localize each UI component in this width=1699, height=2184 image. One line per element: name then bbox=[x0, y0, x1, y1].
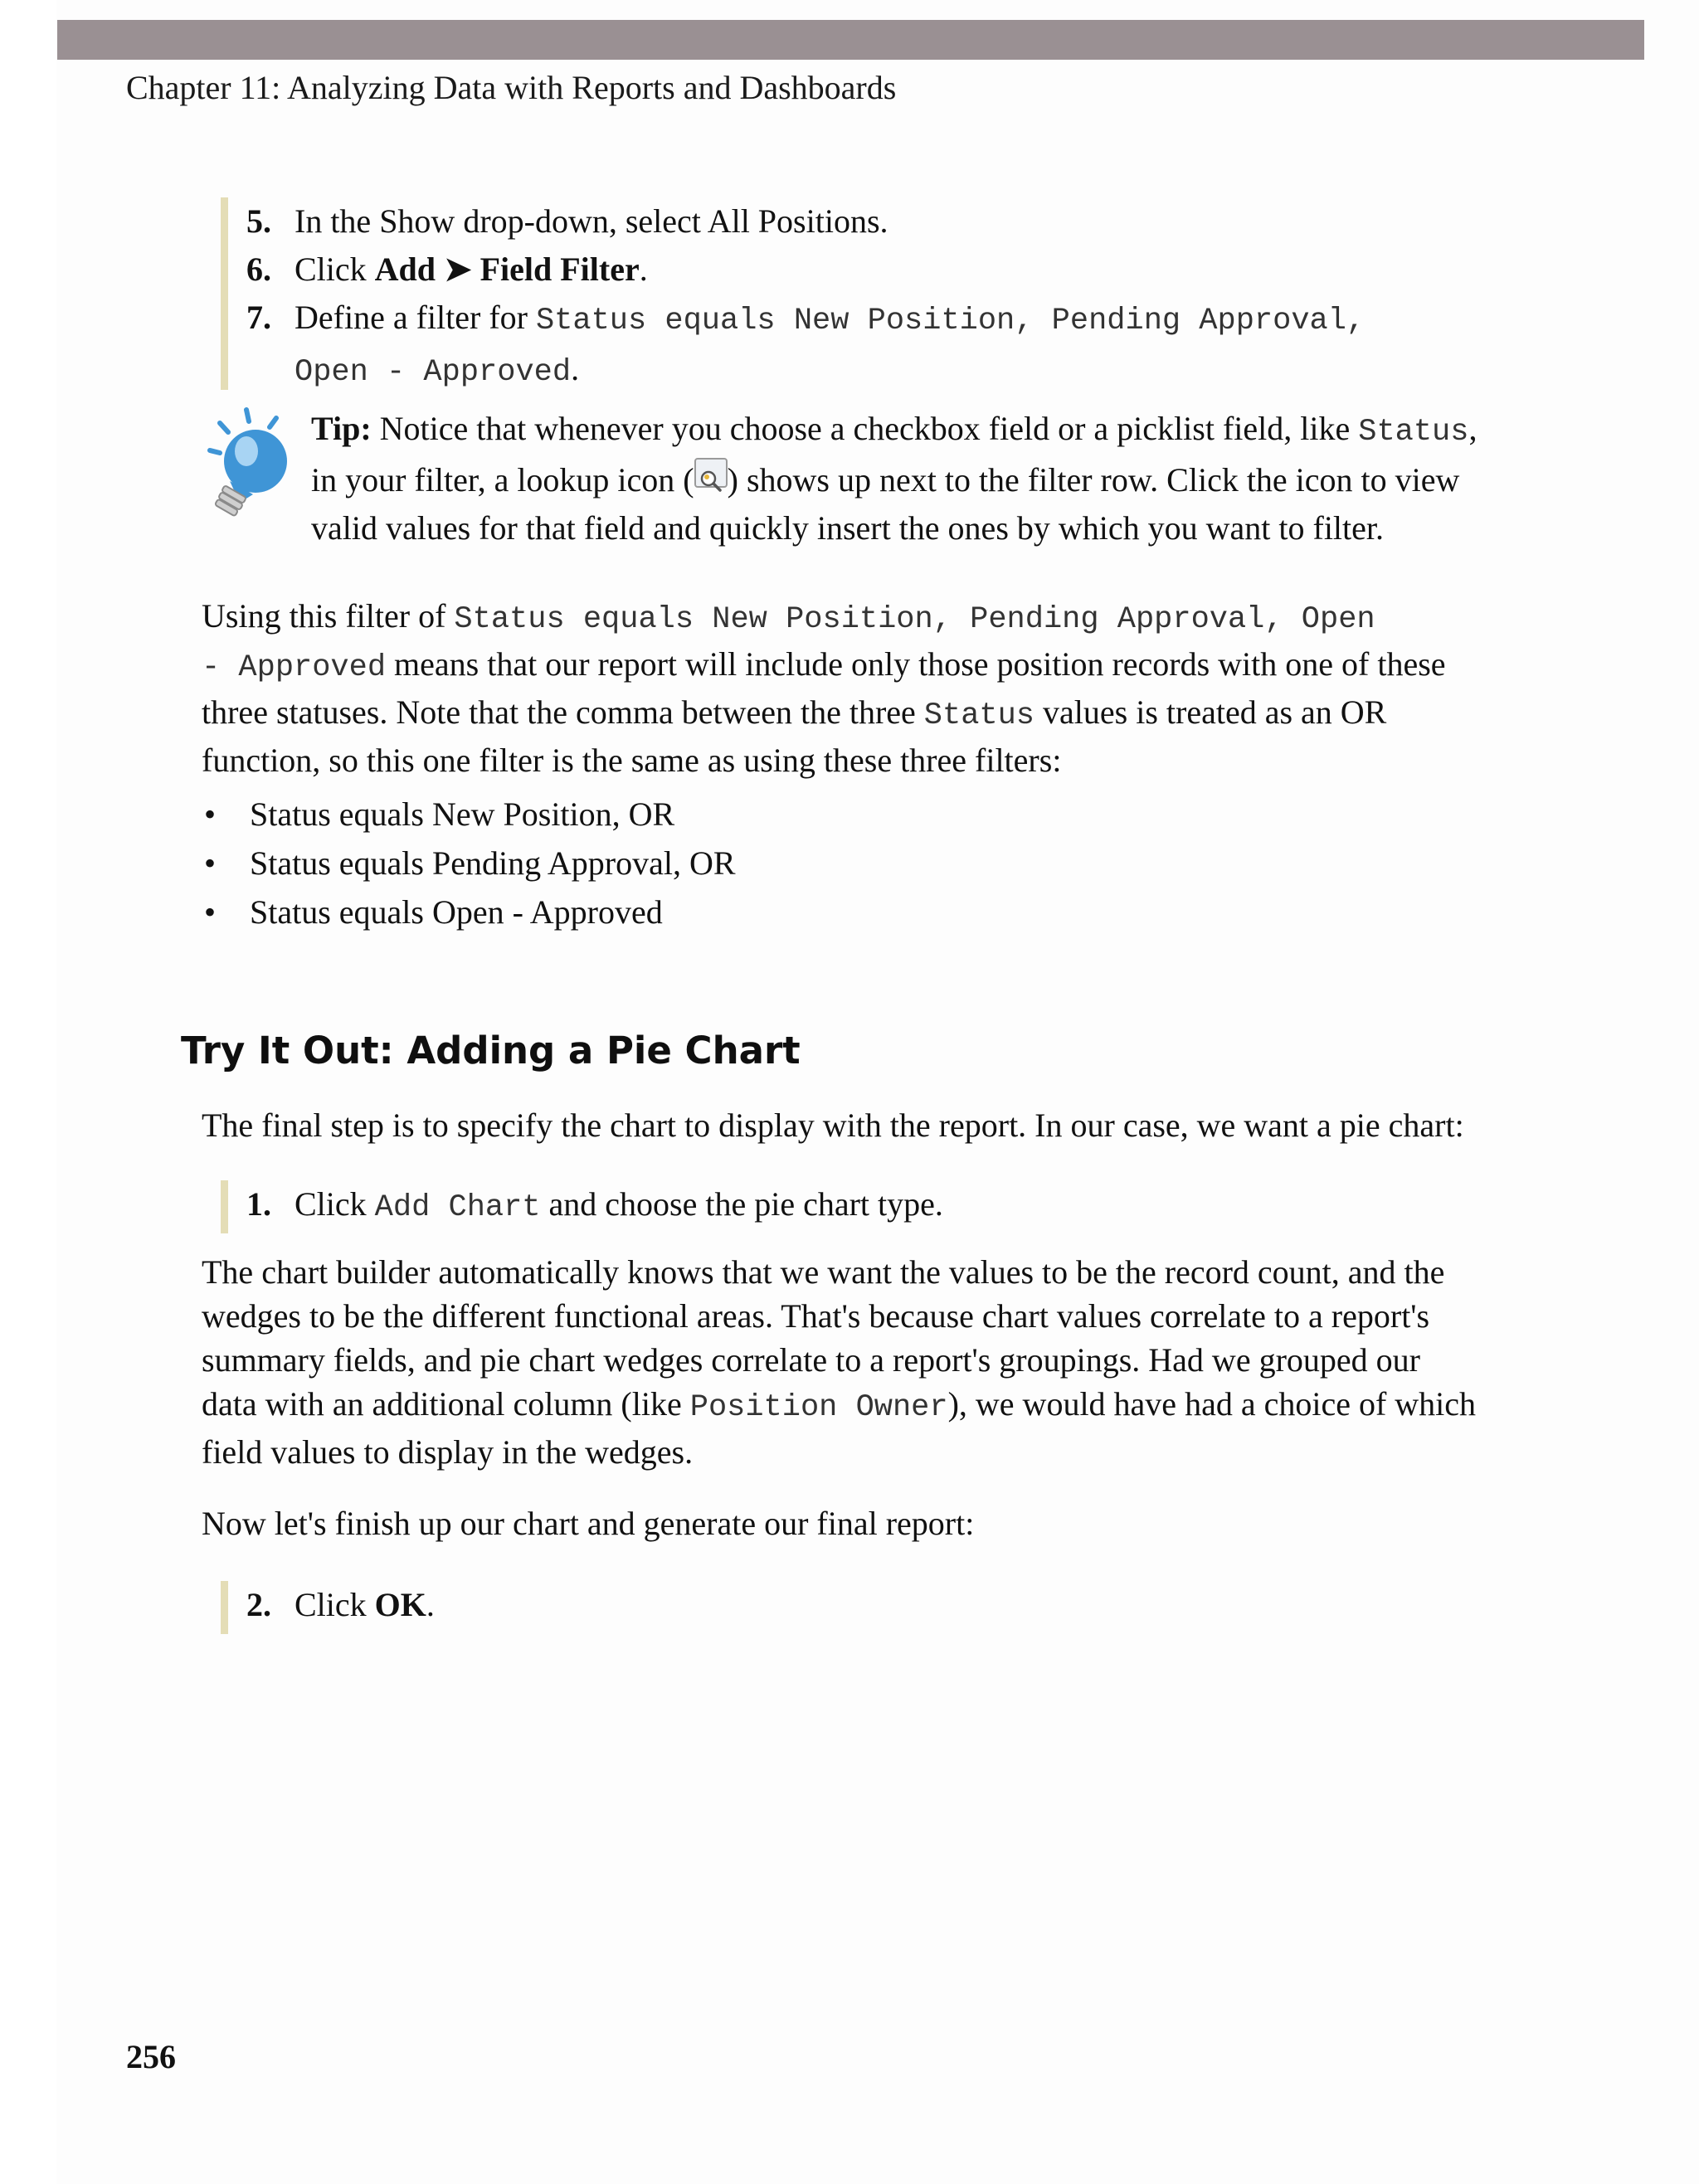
para-line: wedges to be the different functional areas. That's because chart values correlate to a report's bbox=[202, 1297, 1430, 1335]
bullet-icon: • bbox=[203, 893, 216, 931]
filter-bullet-list bbox=[202, 790, 1612, 936]
tip-text-4: ) shows up next to the filter row. Click the icon to view bbox=[727, 461, 1460, 499]
step-text-suffix: . bbox=[571, 350, 580, 387]
step-7 bbox=[228, 294, 1365, 396]
steps-list bbox=[221, 1581, 435, 1634]
step-number: 2. bbox=[246, 1586, 271, 1623]
tip-text-3: in your filter, a lookup icon ( bbox=[311, 461, 694, 499]
step-text: Define a filter for bbox=[295, 299, 536, 336]
step-text: Click bbox=[295, 1185, 375, 1223]
position-owner-code: Position Owner bbox=[689, 1390, 948, 1425]
list-item bbox=[202, 790, 1612, 839]
para-text: function, so this one filter is the same as using these three filters: bbox=[202, 742, 1062, 779]
step-text-suffix: . bbox=[426, 1586, 435, 1623]
list-item-text: Status equals Open - Approved bbox=[250, 893, 663, 931]
step-5 bbox=[228, 197, 1365, 246]
add-chart-code: Add Chart bbox=[374, 1190, 541, 1225]
step-text: In the Show drop-down, select All Positions. bbox=[295, 202, 888, 240]
filter-code-continued: - Approved bbox=[202, 650, 387, 685]
header-bar bbox=[57, 20, 1644, 60]
para-line: data with an additional column (like bbox=[202, 1385, 690, 1423]
field-filter-label: Field Filter bbox=[480, 251, 640, 288]
add-menu-label: Add bbox=[374, 251, 436, 288]
steps-list bbox=[221, 1180, 943, 1233]
chart-builder-paragraph bbox=[202, 1250, 1620, 1474]
step-number: 1. bbox=[246, 1185, 271, 1223]
intro-paragraph: The final step is to specify the chart to display with the report. In our case, we want a pie chart: bbox=[202, 1107, 1464, 1144]
tip-label: Tip: bbox=[311, 410, 372, 447]
lookup-icon bbox=[694, 458, 728, 488]
filter-code: Status equals New Position, Pending Approval, Open bbox=[454, 602, 1375, 637]
para-text: means that our report will include only those position records with one of these bbox=[386, 645, 1446, 683]
list-item bbox=[202, 839, 1612, 888]
filter-code: Status equals New Position, Pending Approval, bbox=[535, 304, 1366, 338]
tip-text-5: valid values for that field and quickly insert the ones by which you want to filter. bbox=[311, 509, 1385, 547]
bullet-icon: • bbox=[203, 844, 216, 882]
filter-code-continued: Open - Approved bbox=[295, 355, 572, 390]
filter-explanation-paragraph bbox=[202, 594, 1620, 782]
status-code: Status bbox=[1358, 415, 1469, 450]
step-2 bbox=[228, 1581, 435, 1629]
steps-list bbox=[221, 197, 1365, 390]
tip-callout bbox=[203, 405, 1630, 554]
menu-arrow: ➤ bbox=[436, 251, 480, 288]
para-line: ), we would have had a choice of which bbox=[947, 1385, 1477, 1423]
page-number: 256 bbox=[126, 2038, 176, 2075]
status-code: Status bbox=[923, 698, 1035, 733]
para-text: Using this filter of bbox=[202, 597, 455, 635]
step-1 bbox=[228, 1180, 943, 1232]
step-number: 5. bbox=[246, 202, 271, 240]
section-heading: Try It Out: Adding a Pie Chart bbox=[181, 1029, 801, 1073]
ok-label: OK bbox=[374, 1586, 426, 1623]
document-page bbox=[56, 0, 1699, 2184]
para-line: summary fields, and pie chart wedges correlate to a report's groupings. Had we grouped our bbox=[202, 1341, 1420, 1379]
list-item-text: Status equals Pending Approval, OR bbox=[250, 844, 736, 882]
chapter-title: Chapter 11: Analyzing Data with Reports and Dashboards bbox=[126, 69, 897, 106]
list-item-text: Status equals New Position, OR bbox=[250, 795, 675, 833]
bullet-icon: • bbox=[203, 795, 216, 833]
step-number: 6. bbox=[246, 251, 271, 288]
step-text-suffix: . bbox=[639, 251, 648, 288]
tip-text-2: , bbox=[1468, 410, 1477, 447]
para-text: values is treated as an OR bbox=[1034, 693, 1387, 731]
tip-text bbox=[311, 405, 1589, 552]
finish-paragraph: Now let's finish up our chart and generate our final report: bbox=[202, 1505, 975, 1542]
tip-text-1: Notice that whenever you choose a checkbox field or a picklist field, like bbox=[371, 410, 1359, 447]
para-text: three statuses. Note that the comma between the three bbox=[202, 693, 924, 731]
lightbulb-icon bbox=[203, 405, 295, 521]
list-item bbox=[202, 888, 1612, 936]
step-text-suffix: and choose the pie chart type. bbox=[540, 1185, 943, 1223]
para-line: The chart builder automatically knows that we want the values to be the record count, and the bbox=[202, 1253, 1445, 1291]
step-6 bbox=[228, 246, 1365, 294]
para-line: field values to display in the wedges. bbox=[202, 1433, 694, 1471]
step-text: Click bbox=[295, 251, 375, 288]
step-number: 7. bbox=[246, 299, 271, 336]
step-text: Click bbox=[295, 1586, 375, 1623]
